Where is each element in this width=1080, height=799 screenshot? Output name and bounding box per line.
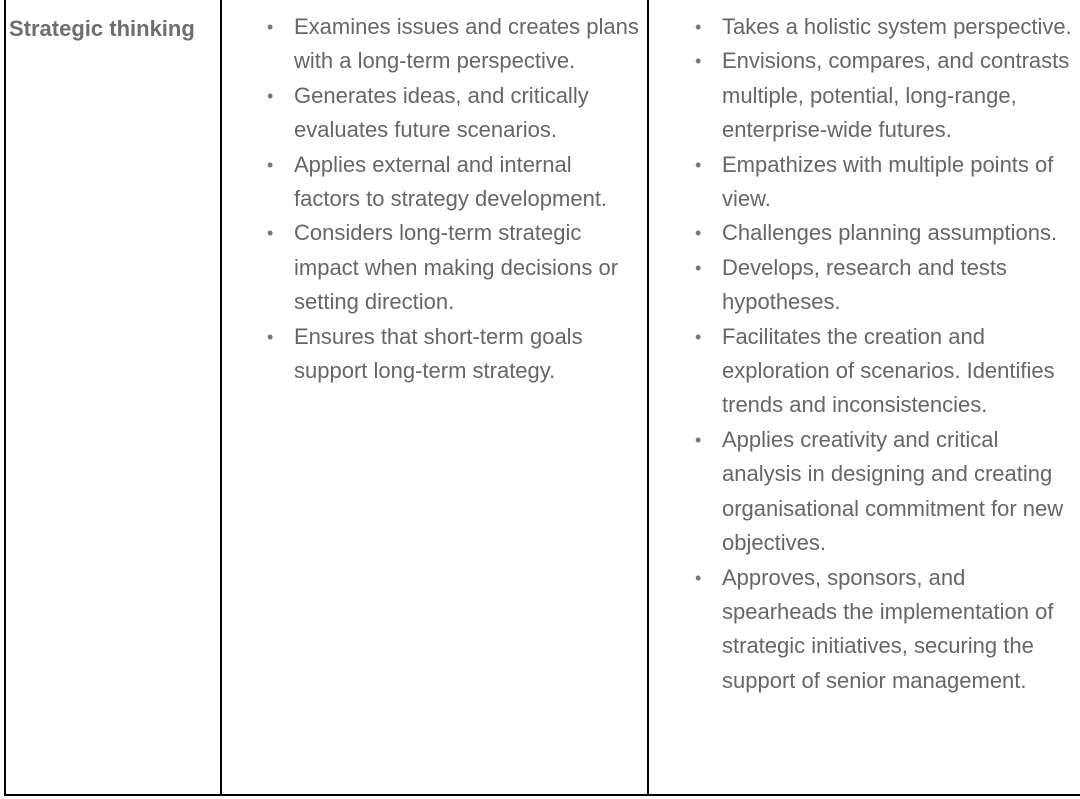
list-item-text: Applies external and internal factors to strategy development. — [294, 151, 608, 212]
list-item-text: Takes a holistic system perspective. — [722, 14, 1072, 39]
bullet-icon: • — [695, 429, 702, 450]
bullet-icon: • — [695, 257, 702, 278]
list-item — [649, 251, 1080, 320]
middle-behaviour-list — [222, 0, 647, 388]
list-item-text: Facilitates the creation and exploration of scenarios. Identifies trends and inconsistencies. — [722, 323, 1055, 418]
list-item-text: Challenges planning assumptions. — [722, 220, 1058, 246]
list-item-text: Considers long-term strategic impact when making decisions or setting direction. — [294, 220, 619, 315]
right-column-cell — [648, 0, 1080, 795]
competency-table — [4, 0, 1080, 796]
list-item-text: Applies creativity and critical analysis in designing and creating organisational commitment for new objectives. — [722, 426, 1064, 556]
bullet-icon: • — [695, 567, 702, 588]
bullet-icon: • — [695, 17, 702, 37]
bullet-icon: • — [695, 154, 702, 175]
bullet-icon: • — [267, 154, 274, 175]
bullet-icon: • — [267, 17, 274, 37]
list-item — [222, 320, 647, 389]
list-item — [222, 10, 647, 79]
table-row — [5, 0, 1080, 795]
middle-column-cell — [221, 0, 648, 795]
list-item — [649, 320, 1080, 423]
bullet-icon: • — [695, 326, 702, 347]
list-item — [649, 10, 1080, 44]
list-item — [222, 148, 647, 217]
list-item-text: Ensures that short-term goals support long-term strategy. — [294, 323, 583, 384]
list-item-text: Generates ideas, and critically evaluates future scenarios. — [294, 82, 589, 143]
competency-name: Strategic thinking — [9, 16, 195, 41]
list-item-text: Empathizes with multiple points of view. — [722, 151, 1054, 212]
competency-name-cell — [5, 0, 221, 795]
bullet-icon: • — [267, 223, 274, 244]
list-item-text: Develops, research and tests hypotheses. — [722, 254, 1007, 315]
bullet-icon: • — [695, 223, 702, 244]
list-item — [222, 216, 647, 319]
list-item — [222, 79, 647, 148]
list-item — [649, 561, 1080, 699]
bullet-icon: • — [267, 326, 274, 347]
list-item — [649, 216, 1080, 250]
list-item — [649, 148, 1080, 217]
list-item — [649, 423, 1080, 561]
bullet-icon: • — [267, 85, 274, 106]
right-behaviour-list — [649, 0, 1080, 698]
list-item — [649, 44, 1080, 147]
list-item-text: Approves, sponsors, and spearheads the implementation of strategic initiatives, securing the support of senior management. — [722, 564, 1054, 693]
list-item-text: Examines issues and creates plans with a long-term perspective. — [294, 14, 639, 74]
list-item-text: Envisions, compares, and contrasts multiple, potential, long-range, enterprise-wide futures. — [722, 48, 1070, 143]
bullet-icon: • — [695, 51, 702, 72]
